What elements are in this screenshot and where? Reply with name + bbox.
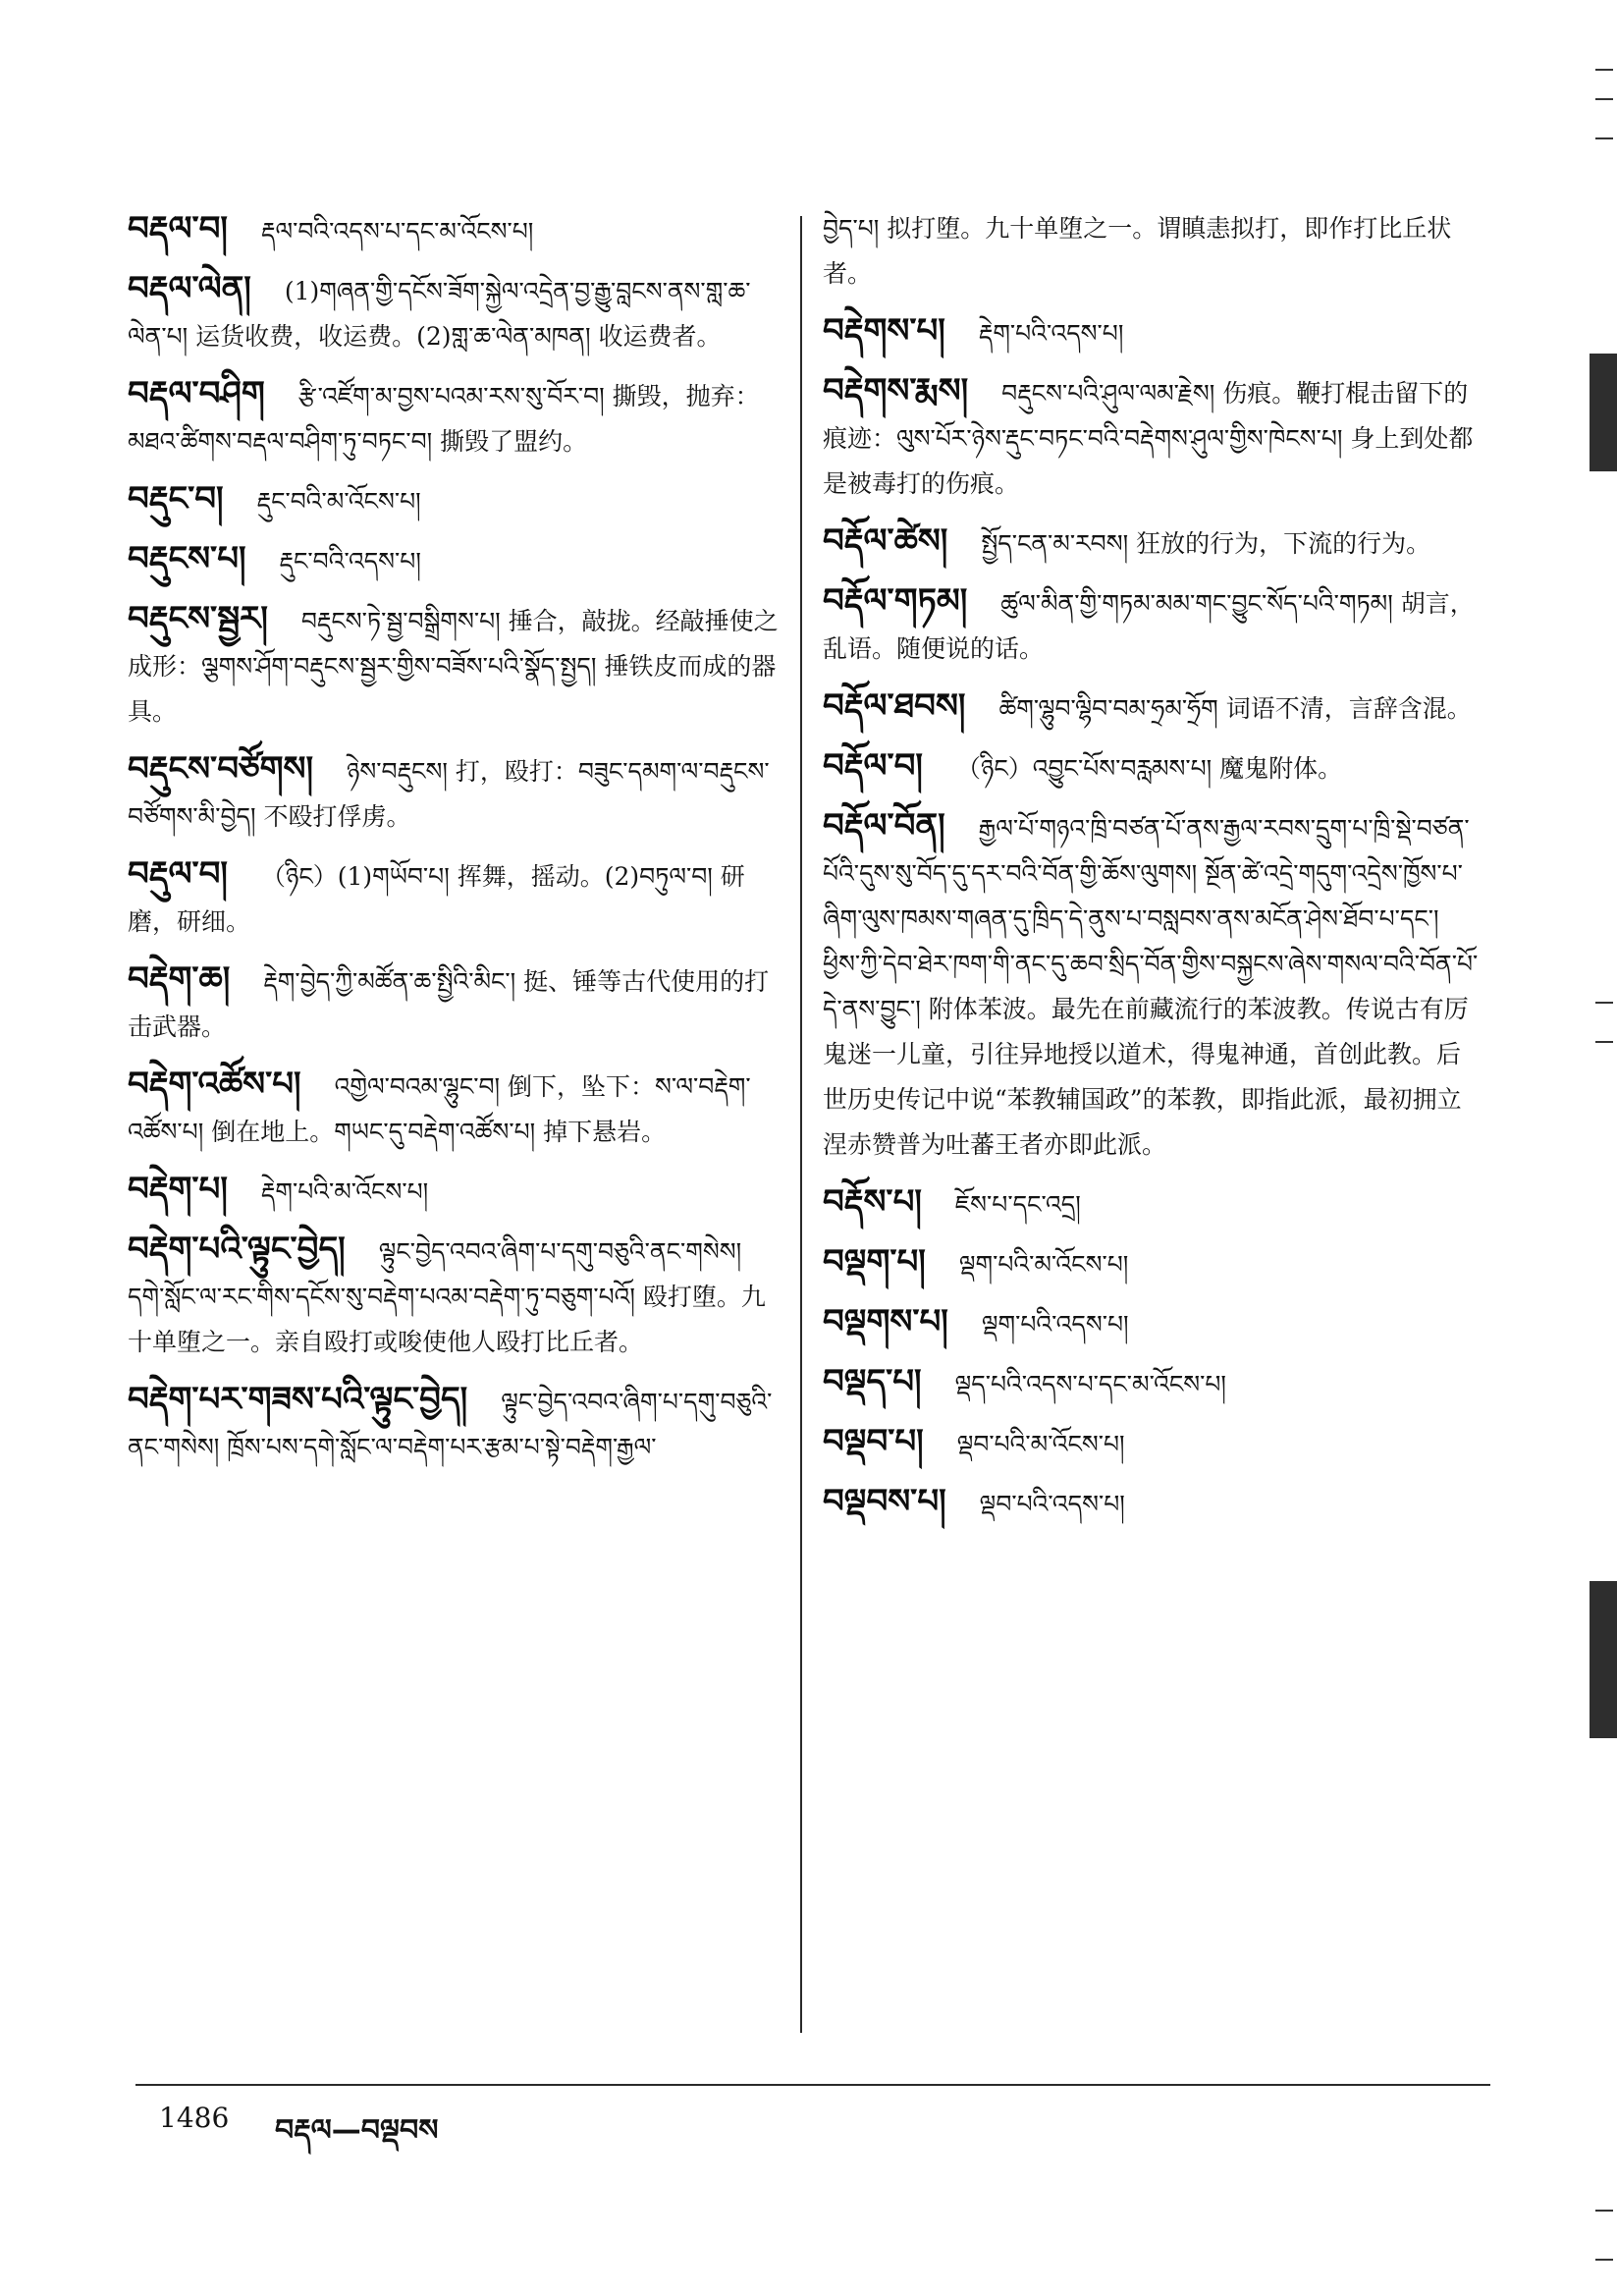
entry-headword: བལྡད་པ། [823, 1362, 922, 1401]
entry-headword: བརྡོལ་ཚེས། [823, 521, 948, 561]
dictionary-entry [823, 519, 1481, 567]
entry-headword: བརྡེག་འཚོས་པ། [128, 1065, 301, 1104]
entry-definition: འགྱེལ་བའམ་ལྷུང་བ། 倒下，坠下：ས་ལ་བརྡེག་འཚོས་པ། 倒在地上。གཡང་དུ་བརྡེག་འཚོས་པ། 掉下悬岩。 [128, 1072, 751, 1146]
dictionary-entry [823, 1299, 1481, 1347]
column-divider [800, 216, 802, 2033]
entry-headword: བརྡོལ་བོན། [823, 806, 945, 846]
dictionary-entry [128, 206, 783, 254]
dictionary-entry [823, 683, 1481, 732]
entry-headword: བརྡལ་ལེན། [128, 269, 251, 308]
entry-definition: རྡུང་བའི་མ་འོངས་པ། [256, 487, 421, 516]
entry-definition: ལྟུང་བྱེད་འབའ་ཞིག་པ་དགུ་བཅུའི་ནང་གསེས། དགེ་སློང་ལ་རང་གིས་དངོས་སུ་བརྡེག་པའམ་བརྡེག་ཏུ་བཅུག་པའོ། 殴打堕。九十单堕之一。亲自殴打或唆使他人殴打比丘者。 [128, 1237, 766, 1356]
dictionary-entry [128, 1167, 783, 1215]
entry-headword: བརྡེག་ཆ། [128, 959, 231, 999]
entry-definition: རྒྱལ་པོ་གཉའ་ཁྲི་བཙན་པོ་ནས་རྒྱལ་རབས་དྲུག་པ་ཁྲི་སྡེ་བཙན་པོའི་དུས་སུ་བོད་དུ་དར་བའི་བོན་གྱི་ཆོས་ལུགས། སྔོན་ཚེ་འདྲེ་གདུག་འདྲེས་ཁྱོས་པ་ཞིག་ལུས་ཁམས་གཞན་དུ་ཁྲིད་དེ་ནུས་པ་བསླབས་ནས་མངོན་ཤེས་ཐོབ་པ་དང་། ཕྱིས་ཀྱི་དེབ་ཐེར་ཁག་གི་ནང་དུ་ཆབ་སྲིད་བོན་གྱིས་བསྐྱངས་ཞེས་གསལ་བའི་བོན་པོ་དེ་ནས་བྱུང་། 附体苯波。最先在前藏流行的苯波教。传说古有厉鬼迷一儿童，引往异地授以道术，得鬼神通，首创此教。后世历史传记中说“苯教辅国政”的苯教，即指此派，最初拥立涅赤赞普为吐蕃王者亦即此派。 [823, 814, 1479, 1159]
entry-headword: བརྡུལ་བ། [128, 854, 228, 894]
scan-edge-tick [1595, 2210, 1613, 2212]
scan-edge-mark [1590, 354, 1617, 471]
entry-definition: ལྡབ་པའི་མ་འོངས་པ། [956, 1430, 1125, 1458]
dictionary-entry [128, 476, 783, 524]
dictionary-entry [128, 851, 783, 945]
entry-headword: བརྡེགས་པ། [823, 311, 945, 351]
page-number: 1486 [159, 2102, 230, 2134]
dictionary-entry [823, 1239, 1481, 1287]
entry-definition: ཉེས་བརྡུངས། 打，殴打：བཟུང་དམག་ལ་བརྡུངས་བཙོགས་མི་བྱེད། 不殴打俘虏。 [128, 757, 770, 831]
dictionary-entry [823, 803, 1481, 1168]
entry-definition: ལྡད་པའི་འདས་པ་དང་མ་འོངས་པ། [954, 1370, 1226, 1398]
entry-headword: བལྡགས་པ། [823, 1302, 948, 1341]
dictionary-entry [823, 578, 1481, 672]
entry-definition: རྡུང་བའི་འདས་པ། [279, 547, 421, 575]
entry-definition: རྡེག་པའི་མ་འོངས་པ། [260, 1177, 429, 1206]
right-column [823, 206, 1481, 1539]
entry-definition: སྤྱོད་ངན་མ་རབས། 狂放的行为，下流的行为。 [981, 529, 1431, 558]
entry-definition: ཚིག་ལྷུབ་ལྷིབ་བམ་ཧྲམ་ཧྲོག 词语不清，言辞含混。 [998, 694, 1472, 723]
footer-rule [135, 2084, 1490, 2086]
dictionary-entry [128, 536, 783, 584]
entry-headword: བརྡོལ་ཐབས། [823, 686, 966, 726]
entry-headword: བརྡུངས་སྦྱར། [128, 599, 268, 638]
entry-headword: བལྡབ་པ། [823, 1422, 924, 1461]
entry-definition: བརྡུངས་ཏེ་སྦྱ་བསྒྲིགས་པ། 捶合，敲拢。经敲捶使之成形：ལྕགས་ཤོག་བརྡུངས་སྦྱར་གྱིས་བཟོས་པའི་སྣོད་སྤྱད། 捶铁皮而成的器具。 [128, 607, 779, 726]
page-range-header: བརྡལ—བལྡབས [275, 2113, 439, 2148]
entry-definition: རྡེག་པའི་འདས་པ། [978, 319, 1124, 348]
dictionary-entry [128, 1227, 783, 1365]
entry-headword: བརྡེགས་རྨས། [823, 371, 969, 410]
dictionary-entry [128, 1062, 783, 1155]
scan-edge-tick [1595, 1002, 1613, 1004]
entry-headword: བརྡོལ་གཏམ། [823, 581, 968, 621]
entry-definition: རྡལ་བའི་འདས་པ་དང་མ་འོངས་པ། [260, 217, 534, 246]
dictionary-entry [128, 746, 783, 840]
entry-headword: བརྡུང་བ། [128, 479, 224, 519]
dictionary-entry [823, 1479, 1481, 1527]
entry-headword: བལྡག་པ། [823, 1242, 926, 1282]
entry-headword: བལྡབས་པ། [823, 1482, 946, 1521]
entry-headword: བརྡོལ་བ། [823, 746, 923, 786]
dictionary-entry [823, 1359, 1481, 1407]
entry-headword: བརྡེག་པ། [128, 1170, 228, 1209]
entry-definition: ལྟུང་བྱེད་འབའ་ཞིག་པ་དགུ་བཅུའི་ནང་གསེས། ཁྲོས་པས་དགེ་སློང་ལ་བརྡེག་པར་རྩམ་པ་སྟེ་བརྡེག་རྒྱལ་ [128, 1388, 773, 1461]
entry-definition: (1)གཞན་གྱི་དངོས་ཟོག་སྐྱེལ་འདྲེན་བྱ་རྒྱུ་བླངས་ནས་གླ་ཆ་ལེན་པ། 运货收费，收运费。(2)གླ་ཆ་ལེན་མཁན། 收运费者。 [128, 277, 751, 351]
entry-definition: བརྡུངས་པའི་ཤུལ་ལམ་རྗེས། 伤痕。鞭打棍击留下的痕迹：ལུས་པོར་ཉེས་རྡུང་བཏང་བའི་བརྡེགས་ཤུལ་གྱིས་ཁེངས་པ། 身上到处都是被毒打的伤痕。 [823, 379, 1474, 498]
entry-definition: （ཉིང）(1)གཡོབ་པ། 挥舞，摇动。(2)བཏུལ་བ། 研磨，研细。 [128, 862, 745, 936]
entry-headword: བརྡལ་བཤིག [128, 374, 265, 413]
entry-headword: བརྡོས་པ། [823, 1182, 922, 1222]
entry-definition: ལྡག་པའི་མ་འོངས་པ། [958, 1250, 1129, 1279]
dictionary-entry [823, 1179, 1481, 1228]
entry-headword: བརྡེག་པའི་ལྟུང་བྱེད། [128, 1230, 346, 1269]
left-column [128, 206, 783, 1482]
scan-edge-tick [1595, 69, 1613, 71]
entry-definition: རྡེག་བྱེད་ཀྱི་མཚོན་ཆ་སྤྱིའི་མིང་། 挺、锤等古代使用的打击武器。 [128, 967, 770, 1041]
entry-headword: བརྡུངས་བཙོགས། [128, 749, 314, 789]
scan-edge-tick [1595, 137, 1613, 139]
dictionary-entry [823, 1419, 1481, 1467]
entry-definition: ལྡག་པའི་འདས་པ། [981, 1310, 1129, 1339]
entry-definition: （ཉིང）འབྱུང་པོས་བརླམས་པ། 魔鬼附体。 [955, 754, 1343, 783]
entry-headword: བརྡུངས་པ། [128, 539, 246, 578]
entry-headword: བརྡེག་པར་གཟས་པའི་ལྟུང་བྱེད། [128, 1380, 468, 1419]
dictionary-entry [823, 743, 1481, 792]
dictionary-entry [128, 1377, 783, 1470]
scan-edge-tick [1595, 1041, 1613, 1043]
scan-edge-tick [1595, 2259, 1613, 2261]
scan-edge-tick [1595, 98, 1613, 100]
entry-definition: ལྡབ་པའི་འདས་པ། [979, 1490, 1125, 1518]
dictionary-entry [823, 368, 1481, 507]
dictionary-entry [128, 596, 783, 735]
entry-definition: ཇོས་པ་དང་འདྲ། [954, 1190, 1081, 1219]
entry-definition: ཚུལ་མིན་གྱི་གཏམ་མམ་གང་བྱུང་སོད་པའི་གཏམ། 胡言，乱语。随便说的话。 [823, 589, 1475, 663]
entry-headword: བརྡལ་བ། [128, 209, 228, 248]
dictionary-entry [823, 206, 1481, 297]
scan-edge-mark [1590, 1581, 1617, 1738]
dictionary-entry [128, 371, 783, 465]
dictionary-entry [128, 957, 783, 1050]
entry-definition: བྱེད་པ། 拟打堕。九十单堕之一。谓瞋恚拟打，即作打比丘状者。 [823, 214, 1452, 288]
dictionary-entry [128, 266, 783, 359]
dictionary-entry [823, 308, 1481, 356]
entry-definition: རྩི་འཛོག་མ་བྱས་པའམ་རས་སུ་བོར་བ། 撕毁，抛弃：མཐའ་ཚིགས་བརྡལ་བཤིག་ཏུ་བཏང་བ། 撕毁了盟约。 [128, 382, 760, 456]
